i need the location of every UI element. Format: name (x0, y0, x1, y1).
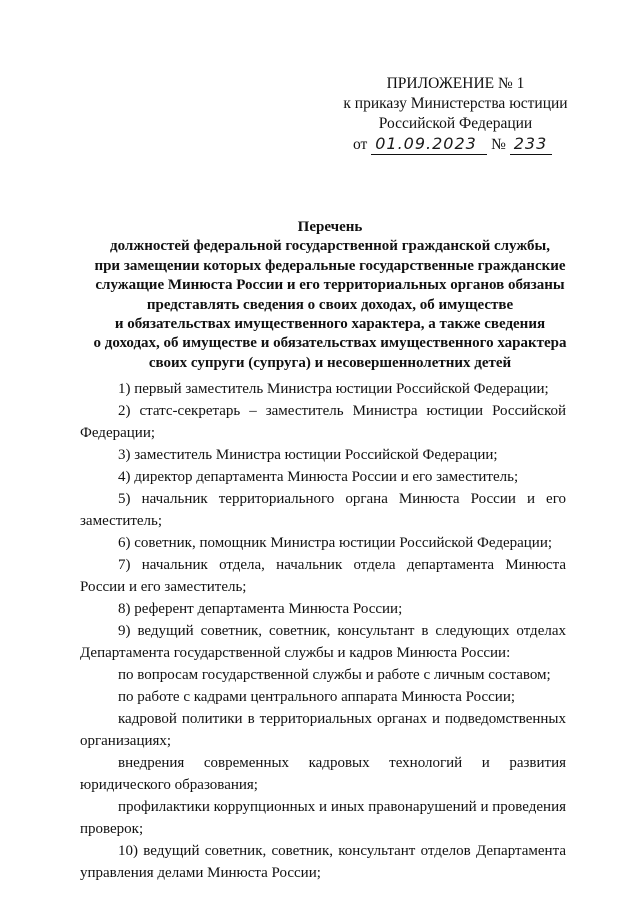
list-item: 5) начальник территориального органа Минюста России и его заместитель; (80, 491, 566, 529)
title-line: своих супруги (супруга) и несовершеннолетних детей (148, 354, 512, 371)
positions-list (80, 378, 566, 884)
list-subitem: внедрения современных кадровых технологий и развития юридического образования; (80, 755, 566, 793)
list-item: 10) ведущий советник, советник, консультант отделов Департамента управления делами Минюста России; (80, 843, 566, 881)
appendix-title: ПРИЛОЖЕНИЕ № 1 (386, 75, 525, 92)
document-title (70, 218, 590, 373)
appendix-date-line (353, 134, 578, 155)
title-line: и обязательствах имущественного характера, а также сведения (114, 316, 546, 333)
list-subitem: кадровой политики в территориальных органах и подведомственных организациях; (80, 711, 566, 749)
title-line: представлять сведения о своих доходах, об имуществе (146, 296, 514, 313)
title-line: Перечень (297, 219, 363, 235)
title-line: служащие Минюста России и его территориальных органов обязаны (95, 277, 565, 294)
list-subitem: по вопросам государственной службы и работе с личным составом; (118, 667, 551, 683)
handwritten-date: 01.09.2023 (371, 134, 487, 155)
list-subitem: по работе с кадрами центрального аппарата Минюста России; (118, 689, 516, 705)
list-item: 7) начальник отдела, начальник отдела департамента Минюста России и его заместитель; (80, 557, 566, 595)
appendix-ministry: Российской Федерации (378, 115, 533, 132)
title-line: при замещении которых федеральные государственные гражданские (94, 257, 566, 274)
date-prefix: от (353, 136, 368, 153)
appendix-order-ref: к приказу Министерства юстиции (343, 95, 568, 112)
list-item: 1) первый заместитель Министра юстиции Российской Федерации; (118, 381, 549, 397)
title-line: должностей федеральной государственной гражданской службы, (110, 238, 550, 255)
appendix-header (333, 74, 578, 155)
list-subitem: профилактики коррупционных и иных правонарушений и проведения проверок; (80, 799, 566, 837)
list-item: 8) референт департамента Минюста России; (118, 601, 403, 617)
handwritten-number: 233 (510, 134, 552, 155)
list-item: 9) ведущий советник, советник, консультант в следующих отделах Департамента государственной службы и кадров Минюста России: (80, 623, 566, 661)
list-item: 6) советник, помощник Министра юстиции Российской Федерации; (118, 535, 553, 551)
list-item: 3) заместитель Министра юстиции Российской Федерации; (118, 447, 498, 463)
title-line: о доходах, об имуществе и обязательствах имущественного характера (93, 335, 567, 352)
list-item: 2) статс-секретарь – заместитель Министра юстиции Российской Федерации; (80, 403, 566, 441)
list-item: 4) директор департамента Минюста России и его заместитель; (118, 469, 519, 485)
number-prefix: № (491, 136, 506, 153)
